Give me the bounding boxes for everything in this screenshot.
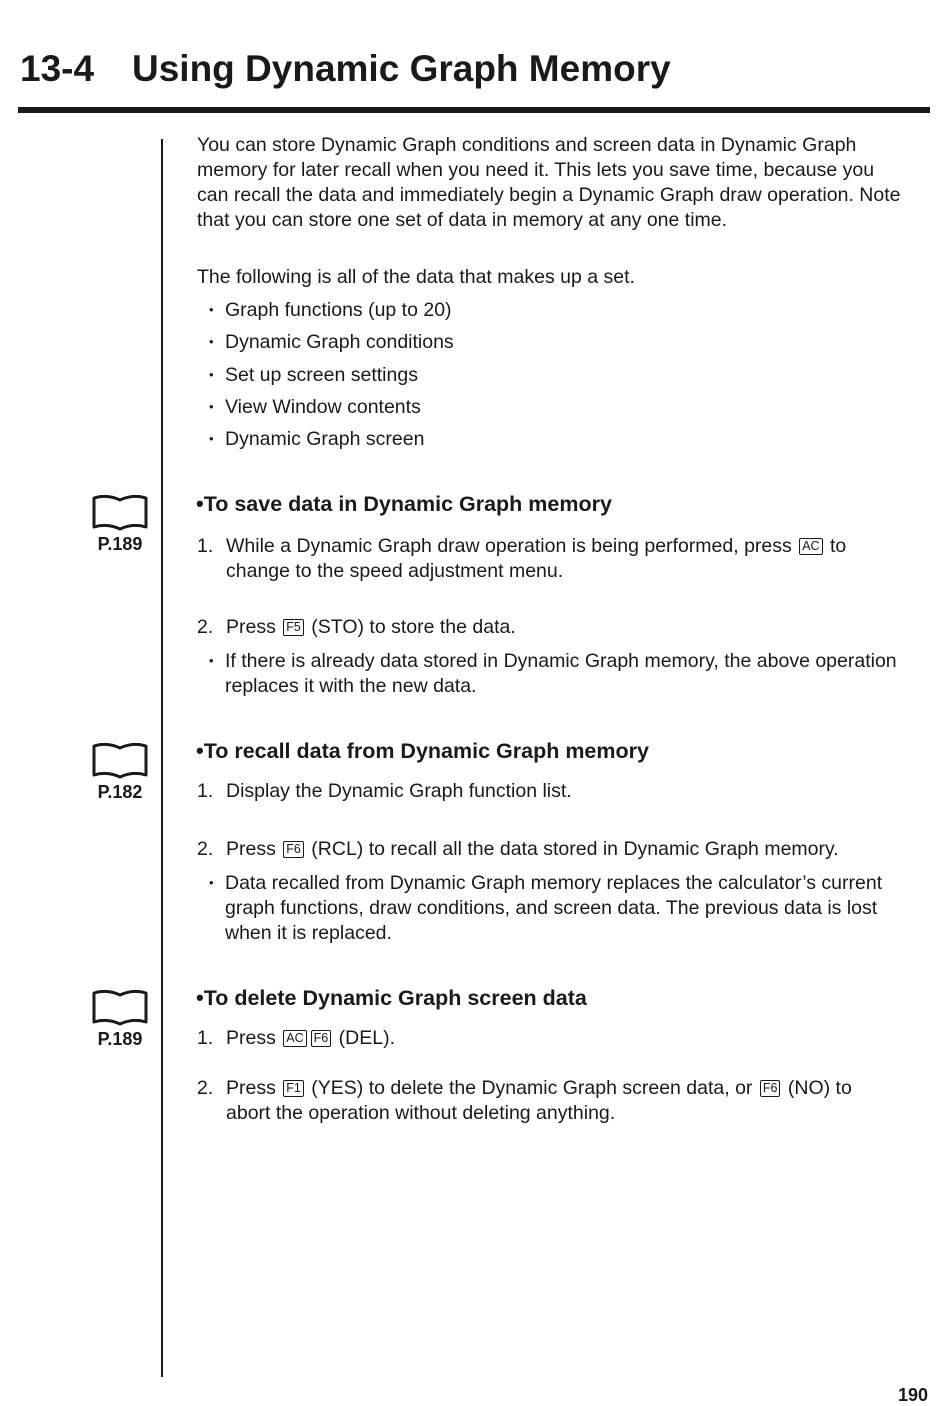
set-intro: The following is all of the data that makes up a set. — [197, 266, 635, 288]
intro-line: can recall the data and immediately begin a Dynamic Graph draw operation. Note — [197, 184, 901, 206]
section-number: 13-4 — [20, 48, 95, 89]
ac-key: AC — [799, 538, 822, 555]
open-book-icon — [91, 494, 149, 532]
page-reference[interactable] — [88, 494, 152, 555]
list-item: • Set up screen settings — [209, 364, 418, 386]
f5-key: F5 — [283, 619, 304, 636]
ac-key: AC — [283, 1030, 306, 1047]
section-heading: •To recall data from Dynamic Graph memory — [196, 738, 649, 763]
note: • If there is already data stored in Dynamic Graph memory, the above operation replaces it with the new data. — [209, 650, 897, 697]
list-item: • Graph functions (up to 20) — [209, 299, 452, 321]
list-item: • Dynamic Graph screen — [209, 428, 425, 450]
title-rule — [18, 107, 930, 113]
page-reference-label: P.189 — [97, 534, 143, 554]
page-reference[interactable] — [88, 742, 152, 803]
page-number: 190 — [897, 1385, 928, 1405]
intro-line: that you can store one set of data in memory at any one time. — [197, 209, 728, 231]
note: • Data recalled from Dynamic Graph memory replaces the calculator’s current graph functions, draw conditions, and screen data. The previous data is lost when it is replaced. — [209, 872, 883, 944]
margin-rule — [161, 139, 163, 1377]
page-reference-label: P.189 — [97, 1029, 143, 1049]
page-title — [20, 48, 671, 90]
step: 1. While a Dynamic Graph draw operation is being performed, press AC to change to the speed adjustment menu. — [197, 535, 847, 582]
step: 1. Press AC F6 (DEL). — [197, 1027, 396, 1049]
f6-key: F6 — [311, 1030, 332, 1047]
step: 1. Display the Dynamic Graph function list. — [197, 780, 572, 802]
section-heading: •To delete Dynamic Graph screen data — [196, 985, 587, 1010]
page-reference[interactable] — [88, 989, 152, 1050]
list-item: • Dynamic Graph conditions — [209, 331, 454, 353]
f6-key: F6 — [283, 841, 304, 858]
open-book-icon — [91, 989, 149, 1027]
section-title: Using Dynamic Graph Memory — [132, 48, 671, 89]
f6-key: F6 — [760, 1080, 781, 1097]
step: 2. Press F6 (RCL) to recall all the data stored in Dynamic Graph memory. — [197, 838, 839, 860]
list-item: • View Window contents — [209, 396, 421, 418]
intro-line: memory for later recall when you need it. This lets you save time, because you — [197, 159, 875, 181]
step: 2. Press F5 (STO) to store the data. — [197, 616, 516, 638]
f1-key: F1 — [283, 1080, 304, 1097]
intro-line: You can store Dynamic Graph conditions and screen data in Dynamic Graph — [197, 134, 857, 156]
open-book-icon — [91, 742, 149, 780]
section-heading: •To save data in Dynamic Graph memory — [196, 491, 612, 516]
page-reference-label: P.182 — [97, 782, 143, 802]
step: 2. Press F1 (YES) to delete the Dynamic Graph screen data, or F6 (NO) to abort the operation without deleting anything. — [197, 1077, 852, 1124]
